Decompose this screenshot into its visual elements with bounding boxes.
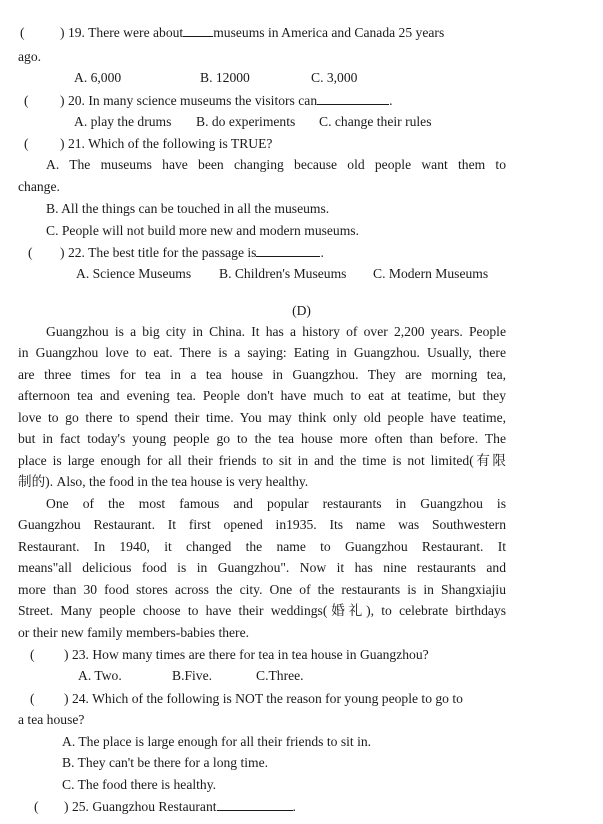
q21-option-a-cont: change. (18, 179, 60, 194)
q22-bracket[interactable]: ( (28, 245, 33, 260)
passage-line: 制的). Also, the food in the tea house is very healthy. (18, 474, 309, 489)
q20-option-a[interactable]: A. play the drums (74, 114, 172, 129)
passage-line: means"all delicious food is in Guangzhou". Now it has nine restaurants and (18, 560, 506, 575)
q25-stem: ) 25. Guangzhou Restaurant . (64, 799, 296, 814)
passage-line: more than 30 food stores across the city. One of the restaurants is in Shangxiajiu (18, 582, 506, 597)
passage-line: or their new family members-babies there. (18, 625, 250, 640)
q22-option-c[interactable]: C. Modern Museums (373, 266, 489, 281)
passage-heading: (D) (292, 303, 311, 318)
passage-line: but in fact today's young people go to the tea house more often than before. The (18, 431, 506, 446)
q20-stem: ) 20. In many science museums the visitors can . (60, 93, 393, 108)
q20-option-b[interactable]: B. do experiments (196, 114, 296, 129)
q21-option-a[interactable]: A. The museums have been changing because old people want them to (46, 157, 506, 172)
passage-line: Guangzhou is a big city in China. It has a history of over 2,200 years. People (46, 324, 506, 339)
q23-option-a[interactable]: A. Two. (78, 668, 122, 683)
q19-blank[interactable] (183, 24, 213, 37)
passage-line: One of the most famous and popular restaurants in Guangzhou is (46, 496, 506, 511)
q23-option-c[interactable]: C.Three. (256, 668, 304, 683)
q21-bracket[interactable]: ( (24, 136, 29, 151)
q19-option-c[interactable]: C. 3,000 (311, 70, 358, 85)
q24-option-a[interactable]: A. The place is large enough for all their friends to sit in. (62, 734, 372, 749)
q22-option-b[interactable]: B. Children's Museums (219, 266, 347, 281)
passage-line: afternoon tea and evening tea. People don't have much to eat at teatime, but they (18, 388, 506, 403)
passage-line: Guangzhou Restaurant. It first opened in1935. Its name was Southwestern (18, 517, 506, 532)
q24-stem: ) 24. Which of the following is NOT the reason for young people to go to (64, 691, 463, 706)
q24-option-c[interactable]: C. The food there is healthy. (62, 777, 217, 792)
q19-bracket[interactable]: ( (20, 25, 25, 40)
q19-option-b[interactable]: B. 12000 (200, 70, 250, 85)
passage-line: Street. Many people choose to have their weddings(婚礼), to celebrate birthdays (18, 603, 506, 618)
q23-stem: ) 23. How many times are there for tea in tea house in Guangzhou? (64, 647, 429, 662)
q22-option-a[interactable]: A. Science Museums (76, 266, 192, 281)
q21-stem: ) 21. Which of the following is TRUE? (60, 136, 273, 151)
passage-line: Restaurant. In 1940, it changed the name to Guangzhou Restaurant. It (18, 539, 506, 554)
q19-option-a[interactable]: A. 6,000 (74, 70, 122, 85)
q20-blank[interactable] (317, 92, 389, 105)
q22-stem: ) 22. The best title for the passage is . (60, 245, 324, 260)
q24-stem-cont: a tea house? (18, 712, 85, 727)
q21-option-c[interactable]: C. People will not build more new and modern museums. (46, 223, 359, 238)
q23-bracket[interactable]: ( (30, 647, 35, 662)
q25-blank[interactable] (217, 798, 293, 811)
q20-bracket[interactable]: ( (24, 93, 29, 108)
q20-option-c[interactable]: C. change their rules (319, 114, 432, 129)
passage-line: place is large enough for all their friends to sit in and the time is not limited(有限 (18, 453, 506, 468)
q22-blank[interactable] (256, 244, 320, 257)
q24-bracket[interactable]: ( (30, 691, 35, 706)
q24-option-b[interactable]: B. They can't be there for a long time. (62, 755, 269, 770)
passage-line: love to go there to spend their time. You may think only old people have teatime, (18, 410, 506, 425)
q21-option-b[interactable]: B. All the things can be touched in all the museums. (46, 201, 330, 216)
q23-option-b[interactable]: B.Five. (172, 668, 213, 683)
q25-bracket[interactable]: ( (34, 799, 39, 814)
q19-stem-cont: ago. (18, 49, 42, 64)
passage-line: are three times for tea in a tea house in Guangzhou. They are morning tea, (18, 367, 506, 382)
q19-stem: ) 19. There were about museums in America and Canada 25 years (60, 25, 445, 40)
passage-line: in Guangzhou love to eat. There is a saying: Eating in Guangzhou. Usually, there (18, 345, 506, 360)
